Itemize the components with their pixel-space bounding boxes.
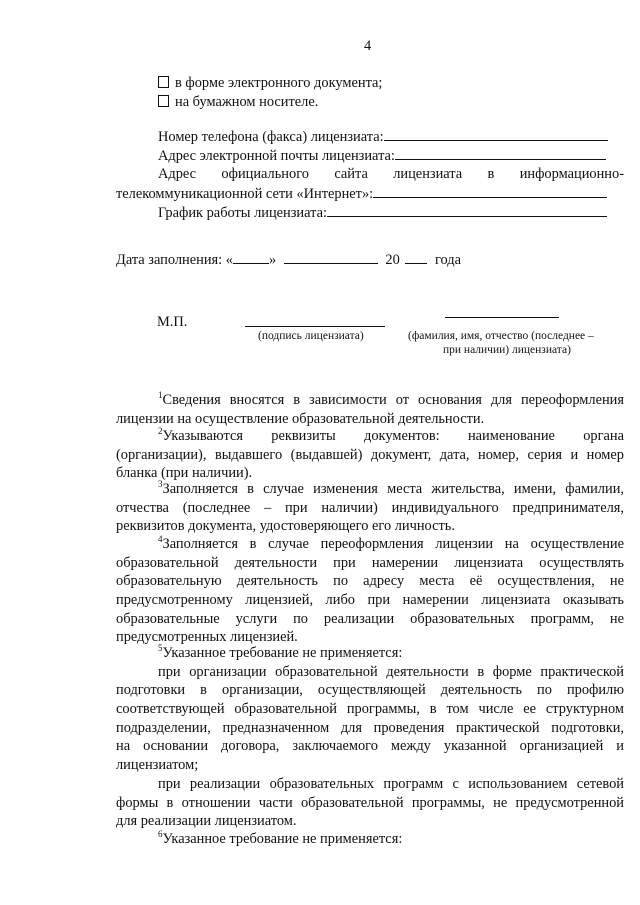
site-word: официального [221, 166, 309, 182]
footnote-line: соответствующей образовательной программы, в том числе ее структурном [116, 701, 624, 718]
footnote-4 [116, 535, 624, 647]
footnote-line: бланка (при наличии). [116, 465, 253, 482]
date-row [116, 251, 461, 269]
phone-label: Номер телефона (факса) лицензиата: [158, 129, 384, 145]
site-field[interactable] [373, 185, 607, 198]
footnote-line: на основании договора, заключаемого между указанной организацией и [116, 738, 624, 755]
site-word: Адрес [158, 166, 197, 182]
footnote-mark: 3 [158, 479, 163, 490]
footnote-line: образовательную деятельность по адресу места её осуществления, не [116, 573, 624, 590]
checkbox-electronic[interactable] [158, 76, 169, 88]
date-month-field[interactable] [284, 251, 378, 264]
footnote-line: формы в отношении части образовательной программы, не предусмотренной [116, 794, 624, 811]
footnote-line: лицензиатом; [116, 757, 199, 774]
footnote-1 [116, 391, 624, 428]
footnote-2 [116, 427, 624, 483]
schedule-row [158, 204, 607, 222]
footnote-line: предусмотренных лицензией. [116, 629, 298, 646]
footnote-line: для реализации лицензиатом. [116, 813, 297, 830]
footnote-line: подразделении, предназначенном для проведения практической подготовки, [116, 719, 624, 736]
phone-row [158, 128, 608, 146]
footnote-line: $^2$Указываются реквизиты документов: наименование органа [158, 426, 624, 444]
footnote-line: $^5$Указанное требование не применяется: [158, 643, 403, 661]
date-year-field[interactable] [405, 251, 427, 264]
email-field[interactable] [395, 147, 606, 160]
footnote-mark: 4 [158, 534, 163, 545]
footnote-mark: 5 [158, 643, 163, 654]
footnote-line: отчества (последнее – при наличии) индивидуального предпринимателя, [116, 499, 624, 516]
email-label: Адрес электронной почты лицензиата: [158, 148, 395, 164]
footnote-mark: 6 [158, 829, 163, 840]
site-row [116, 185, 607, 203]
footnote-line: $^4$Заполняется в случае переоформления лицензии на осуществление [158, 534, 624, 552]
footnote-5 [116, 644, 624, 831]
footnote-line: $^6$Указанное требование не применяется: [158, 829, 403, 847]
checkbox-paper[interactable] [158, 95, 169, 107]
footnote-line: образовательные услуги по реализации образовательных программ, не [116, 610, 624, 627]
site-word: в [487, 166, 495, 182]
site-label-line2: телекоммуникационной сети «Интернет»: [116, 186, 374, 202]
name-line[interactable] [445, 317, 559, 318]
name-caption-2: при наличии) лицензиата) [443, 344, 571, 356]
footnote-line: (организации), выдавшего (выдавшей) документ, дата, номер, серия и номер [116, 446, 624, 463]
phone-field[interactable] [384, 128, 608, 141]
schedule-field[interactable] [327, 204, 607, 217]
footnote-3 [116, 480, 624, 536]
site-word: сайта [334, 166, 368, 182]
footnote-mark: 1 [158, 390, 163, 401]
signature-line[interactable] [245, 326, 385, 327]
footnote-line: при организации образовательной деятельности в форме практической [158, 663, 624, 680]
footnote-line: при реализации образовательных программ с использованием сетевой [158, 775, 624, 792]
footnote-line: $^1$Сведения вносятся в зависимости от основания для переоформления [158, 390, 624, 408]
option-paper-label: на бумажном носителе. [175, 94, 319, 110]
date-label: Дата заполнения: « [116, 252, 233, 268]
date-day-field[interactable] [233, 251, 269, 264]
email-row [158, 147, 606, 165]
footnote-line: предусмотренному лицензией, либо при намерении лицензиата оказывать [116, 592, 624, 609]
date-century: 20 [385, 252, 400, 268]
name-caption-1: (фамилия, имя, отчество (последнее – [408, 330, 594, 342]
option-paper[interactable] [158, 94, 318, 111]
footnote-line: реквизитов документа, удостоверяющего его личность. [116, 518, 455, 535]
option-electronic[interactable] [158, 75, 382, 92]
site-word: лицензиата [393, 166, 463, 182]
footnote-line: подготовки в организации, осуществляющей деятельность по профилю [116, 682, 624, 699]
footnote-6 [116, 830, 624, 849]
stamp-label: М.П. [157, 314, 188, 330]
date-year-word: года [434, 252, 462, 268]
footnote-line: лицензии на осуществление образовательной деятельности. [116, 410, 485, 427]
page-number: 4 [364, 38, 372, 54]
option-electronic-label: в форме электронного документа; [175, 75, 383, 91]
schedule-label: График работы лицензиата: [158, 205, 327, 221]
footnote-line: $^3$Заполняется в случае изменения места жительства, имени, фамилии, [158, 479, 624, 497]
site-word: информационно- [519, 166, 624, 182]
footnote-line: образовательной деятельности при намерении лицензиата осуществлять [116, 554, 624, 571]
site-label-line1 [158, 166, 624, 183]
footnote-mark: 2 [158, 426, 163, 437]
signature-caption: (подпись лицензиата) [258, 330, 364, 342]
date-quote-close: » [268, 252, 277, 268]
